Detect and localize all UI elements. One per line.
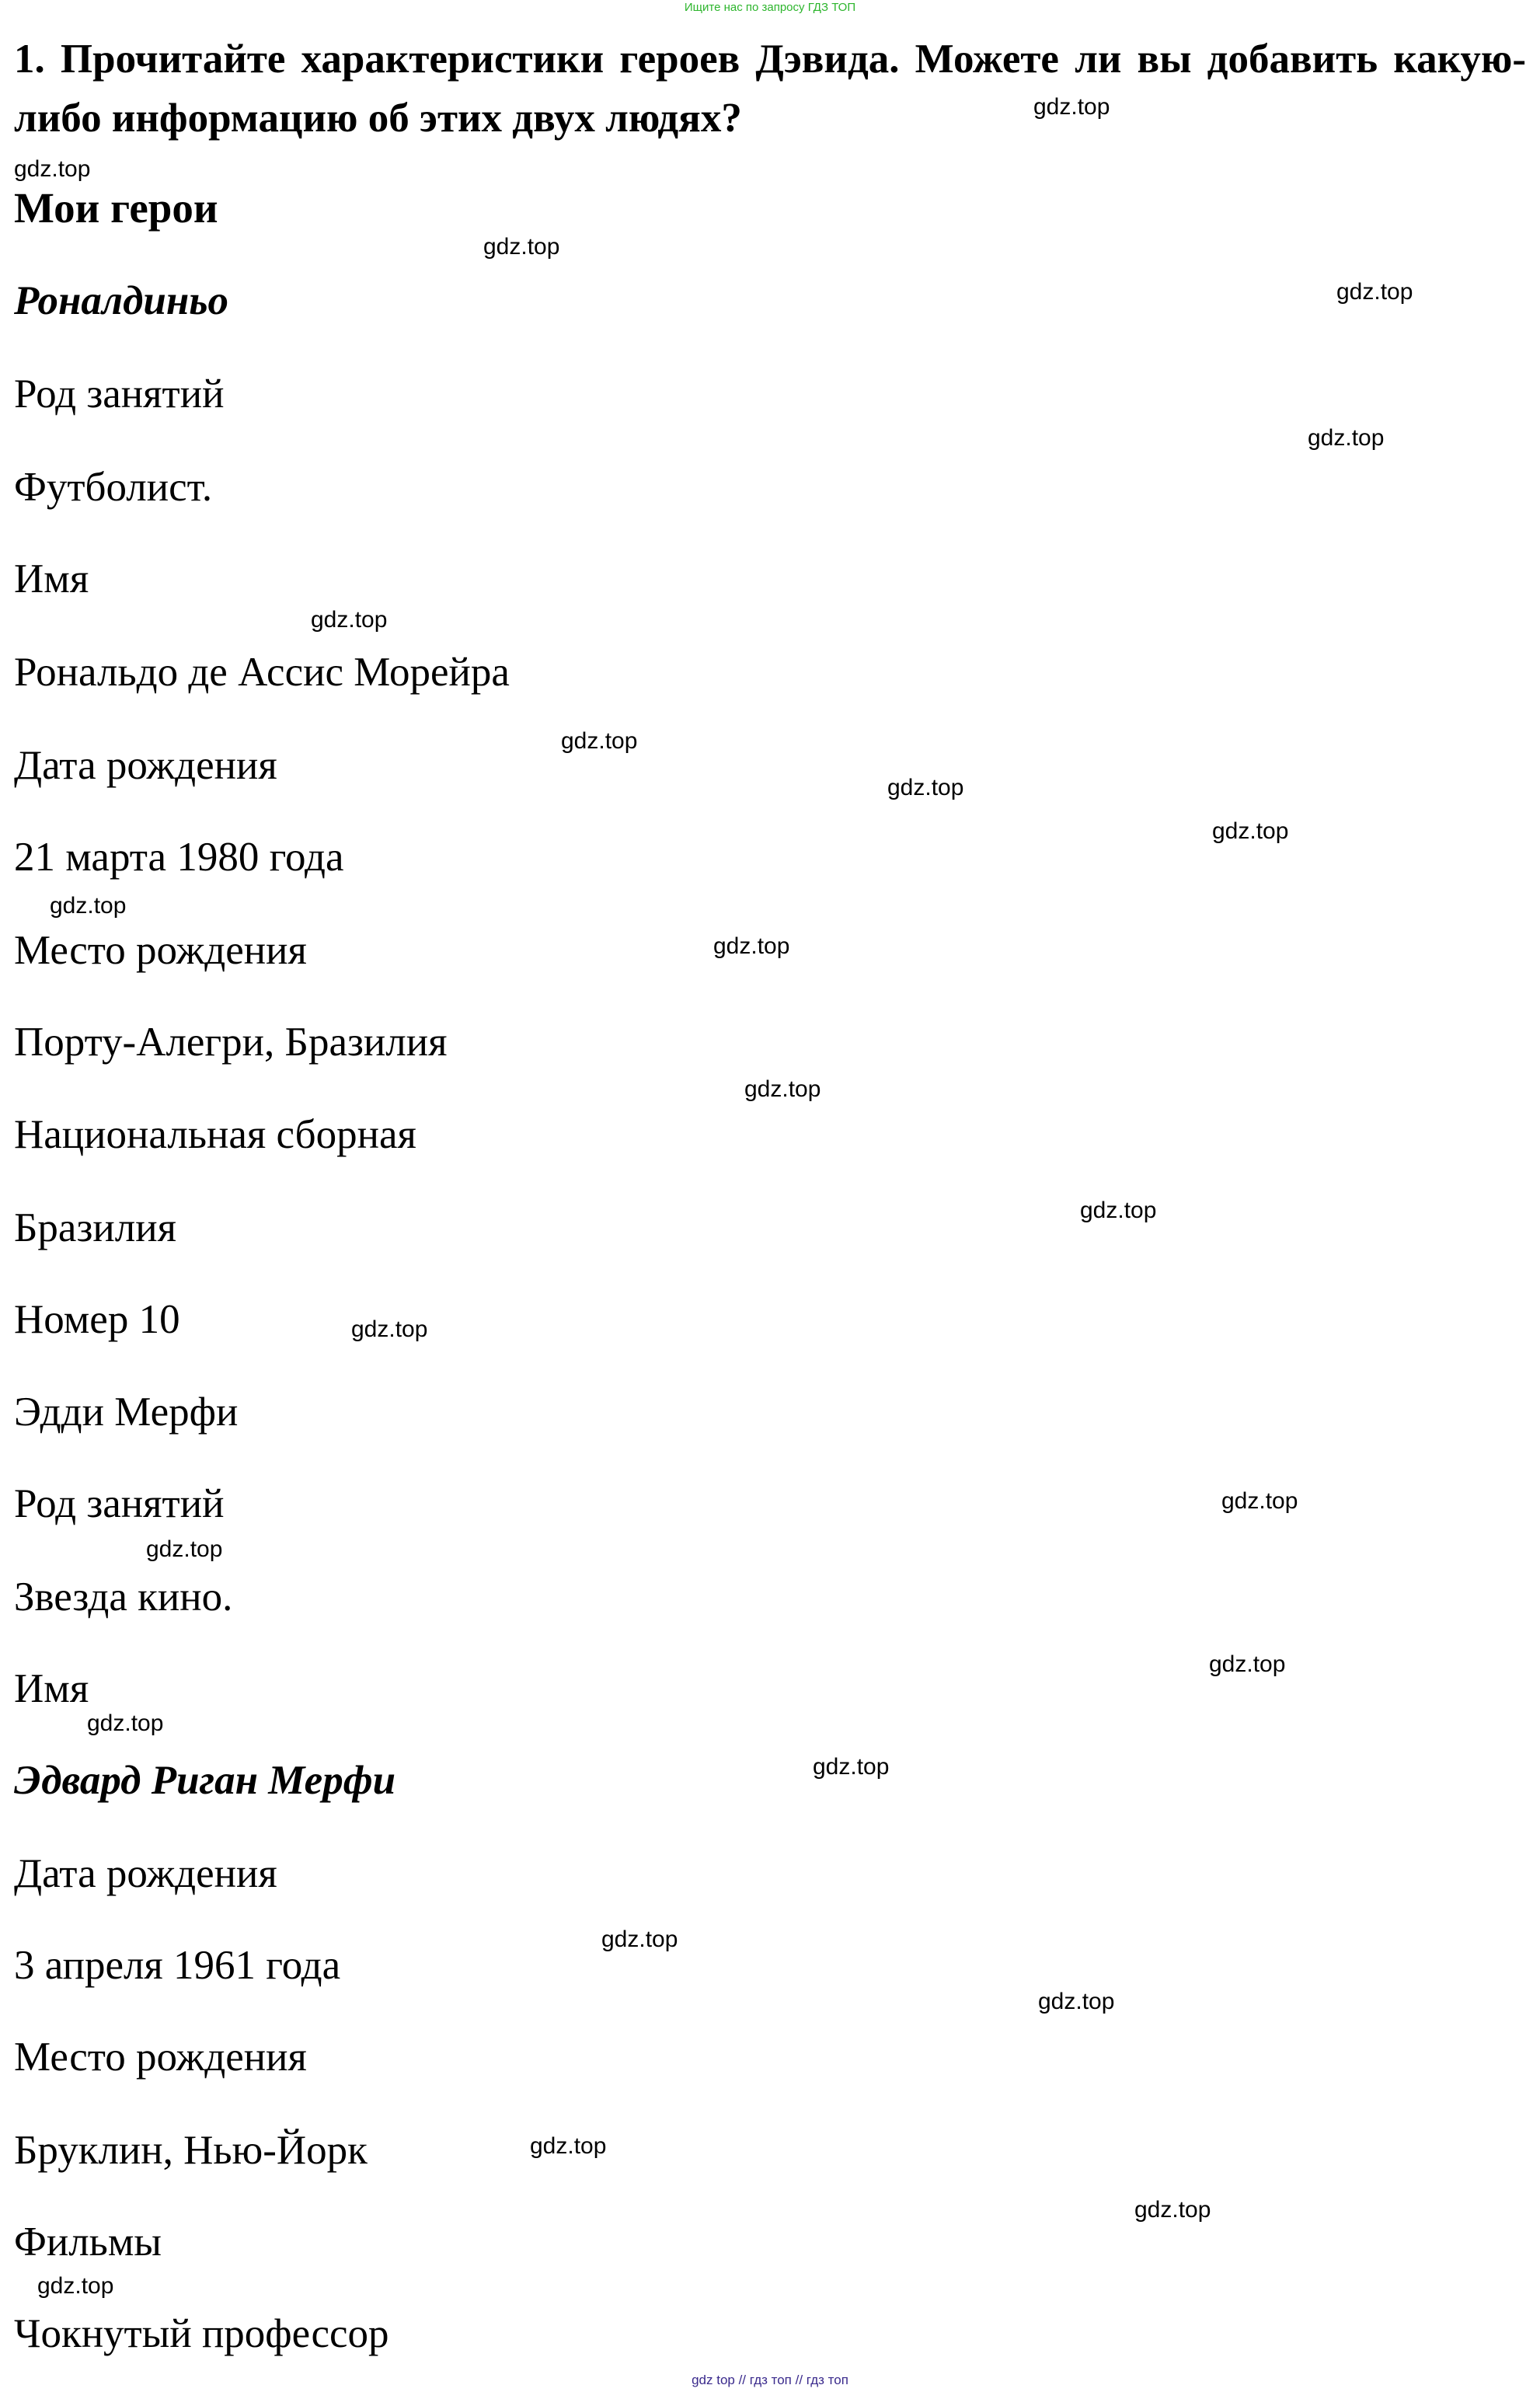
watermark: gdz.top (1212, 818, 1289, 844)
watermark: gdz.top (561, 728, 638, 754)
watermark: gdz.top (1221, 1488, 1298, 1514)
watermark: gdz.top (1209, 1651, 1286, 1677)
watermark: gdz.top (311, 607, 388, 633)
hero1-team-label: Национальная сборная (14, 1112, 416, 1157)
hero1-birth-place-label: Место рождения (14, 928, 307, 973)
hero2-occupation-label: Род занятий (14, 1481, 225, 1526)
watermark: gdz.top (146, 1536, 223, 1562)
hero1-occupation-value: Футболист. (14, 465, 213, 510)
hero2-birth-place-value: Бруклин, Нью-Йорк (14, 2128, 368, 2173)
watermark: gdz.top (14, 156, 91, 182)
hero1-birth-place-value: Порту-Алегри, Бразилия (14, 1020, 448, 1065)
watermark: gdz.top (1038, 1989, 1115, 2014)
hero1-name-value: Рональдо де Ассис Морейра (14, 650, 510, 695)
hero2-name: Эдди Мерфи (14, 1390, 239, 1435)
hero1-birth-date-value: 21 марта 1980 года (14, 835, 344, 880)
watermark: gdz.top (1134, 2197, 1211, 2223)
hero2-occupation-value: Звезда кино. (14, 1574, 233, 1620)
watermark: gdz.top (713, 933, 790, 959)
hero2-birth-date-label: Дата рождения (14, 1851, 277, 1896)
hero1-number: Номер 10 (14, 1297, 180, 1342)
hero2-films-value: Чокнутый профессор (14, 2311, 389, 2356)
hero1-name: Роналдиньо (14, 278, 228, 323)
watermark: gdz.top (87, 1710, 164, 1736)
hero2-name-value: Эдвард Риган Мерфи (14, 1758, 396, 1803)
hero1-occupation-label: Род занятий (14, 371, 225, 417)
watermark: gdz.top (1033, 94, 1110, 120)
watermark: gdz.top (483, 234, 560, 260)
watermark: gdz.top (813, 1754, 890, 1780)
watermark: gdz.top (744, 1076, 821, 1102)
watermark: gdz.top (50, 893, 127, 919)
watermark: gdz.top (1080, 1198, 1157, 1223)
hero1-team-value: Бразилия (14, 1205, 176, 1250)
watermark: gdz.top (1308, 425, 1385, 451)
hero2-name-label: Имя (14, 1666, 89, 1711)
watermark: gdz.top (37, 2273, 114, 2299)
task-question: 1. Прочитайте характеристики героев Дэвида. Можете ли вы добавить какую-либо информацию об этих двух людях? (14, 37, 1526, 141)
hero1-birth-date-label: Дата рождения (14, 743, 277, 788)
hero2-films-label: Фильмы (14, 2219, 162, 2265)
watermark: gdz.top (530, 2133, 607, 2159)
top-search-hint[interactable]: Ищите нас по запросу ГДЗ ТОП (684, 1, 856, 14)
footer-links[interactable]: gdz top // гдз топ // гдз топ (692, 2373, 848, 2387)
watermark: gdz.top (887, 775, 964, 800)
hero2-birth-place-label: Место рождения (14, 2035, 307, 2080)
section-heading: Мои герои (14, 184, 218, 232)
watermark: gdz.top (351, 1316, 428, 1342)
watermark: gdz.top (1336, 279, 1413, 305)
watermark: gdz.top (601, 1927, 678, 1952)
hero1-name-label: Имя (14, 556, 89, 601)
hero2-birth-date-value: 3 апреля 1961 года (14, 1943, 341, 1988)
